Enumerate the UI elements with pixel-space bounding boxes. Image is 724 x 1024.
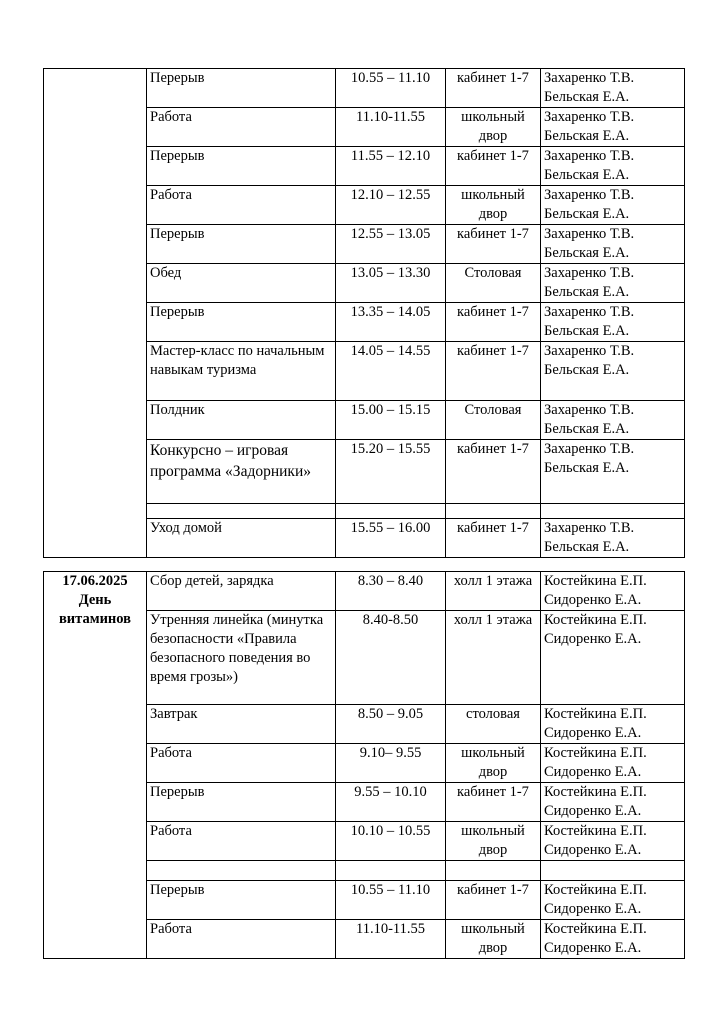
place-cell: столовая xyxy=(446,705,541,744)
place-cell: школьный двор xyxy=(446,822,541,861)
time-cell: 13.05 – 13.30 xyxy=(336,264,446,303)
staff-cell xyxy=(541,920,685,959)
day-title: День xyxy=(78,592,112,608)
staff-name: Бельская Е.А. xyxy=(544,128,630,144)
day-cell-empty xyxy=(44,69,147,558)
staff-name: Сидоренко Е.А. xyxy=(544,803,642,819)
place-cell: кабинет 1-7 xyxy=(446,881,541,920)
place-cell: кабинет 1-7 xyxy=(446,440,541,504)
staff-name: Захаренко Т.В. xyxy=(544,70,635,86)
staff-cell xyxy=(541,861,685,881)
activity-cell: Мастер-класс по начальным навыкам туризма xyxy=(147,342,336,401)
time-cell: 12.55 – 13.05 xyxy=(336,225,446,264)
activity-cell xyxy=(147,504,336,519)
time-cell: 10.55 – 11.10 xyxy=(336,881,446,920)
staff-name: Захаренко Т.В. xyxy=(544,343,635,359)
staff-cell xyxy=(541,705,685,744)
place-cell: школьный двор xyxy=(446,744,541,783)
staff-cell xyxy=(541,744,685,783)
staff-name: Костейкина Е.П. xyxy=(544,745,647,761)
time-cell: 11.10-11.55 xyxy=(336,920,446,959)
time-cell: 10.10 – 10.55 xyxy=(336,822,446,861)
place-cell: школьный двор xyxy=(446,186,541,225)
staff-cell xyxy=(541,572,685,611)
activity-cell: Завтрак xyxy=(147,705,336,744)
place-cell: кабинет 1-7 xyxy=(446,303,541,342)
activity-cell: Перерыв xyxy=(147,303,336,342)
activity-cell: Утренняя линейка (минутка безопасности «Правила безопасного поведения во время грозы») xyxy=(147,611,336,705)
day-date: 17.06.2025 xyxy=(62,573,128,589)
time-cell: 15.20 – 15.55 xyxy=(336,440,446,504)
schedule-table-continued xyxy=(43,68,685,558)
staff-cell xyxy=(541,147,685,186)
time-cell: 8.50 – 9.05 xyxy=(336,705,446,744)
staff-name: Костейкина Е.П. xyxy=(544,784,647,800)
place-cell: кабинет 1-7 xyxy=(446,69,541,108)
activity-cell: Работа xyxy=(147,920,336,959)
place-cell: Столовая xyxy=(446,401,541,440)
table-row xyxy=(44,572,685,611)
staff-name: Захаренко Т.В. xyxy=(544,187,635,203)
activity-cell: Полдник xyxy=(147,401,336,440)
staff-name: Бельская Е.А. xyxy=(544,245,630,261)
staff-name: Сидоренко Е.А. xyxy=(544,842,642,858)
staff-cell xyxy=(541,822,685,861)
staff-name: Сидоренко Е.А. xyxy=(544,725,642,741)
place-cell: кабинет 1-7 xyxy=(446,342,541,401)
staff-name: Бельская Е.А. xyxy=(544,539,630,555)
activity-cell: Обед xyxy=(147,264,336,303)
staff-name: Захаренко Т.В. xyxy=(544,265,635,281)
staff-name: Захаренко Т.В. xyxy=(544,109,635,125)
staff-name: Сидоренко Е.А. xyxy=(544,901,642,917)
day-cell xyxy=(44,572,147,959)
activity-cell: Уход домой xyxy=(147,519,336,558)
place-cell: кабинет 1-7 xyxy=(446,519,541,558)
staff-cell xyxy=(541,611,685,705)
staff-name: Костейкина Е.П. xyxy=(544,573,647,589)
time-cell: 15.55 – 16.00 xyxy=(336,519,446,558)
time-cell: 9.55 – 10.10 xyxy=(336,783,446,822)
staff-name: Бельская Е.А. xyxy=(544,206,630,222)
time-cell: 12.10 – 12.55 xyxy=(336,186,446,225)
place-cell xyxy=(446,504,541,519)
staff-cell xyxy=(541,264,685,303)
activity-cell xyxy=(147,861,336,881)
activity-cell: Работа xyxy=(147,108,336,147)
staff-cell xyxy=(541,108,685,147)
time-cell: 9.10– 9.55 xyxy=(336,744,446,783)
staff-name: Сидоренко Е.А. xyxy=(544,940,642,956)
staff-cell xyxy=(541,69,685,108)
time-cell: 11.10-11.55 xyxy=(336,108,446,147)
staff-cell xyxy=(541,342,685,401)
staff-name: Костейкина Е.П. xyxy=(544,921,647,937)
place-cell: кабинет 1-7 xyxy=(446,147,541,186)
activity-cell: Перерыв xyxy=(147,69,336,108)
activity-cell: Перерыв xyxy=(147,783,336,822)
staff-name: Бельская Е.А. xyxy=(544,284,630,300)
time-cell: 15.00 – 15.15 xyxy=(336,401,446,440)
staff-name: Костейкина Е.П. xyxy=(544,612,647,628)
activity-cell: Работа xyxy=(147,186,336,225)
staff-cell xyxy=(541,303,685,342)
place-cell xyxy=(446,861,541,881)
activity-cell: Перерыв xyxy=(147,881,336,920)
activity-cell: Работа xyxy=(147,822,336,861)
staff-cell xyxy=(541,186,685,225)
activity-cell: Перерыв xyxy=(147,225,336,264)
activity-cell: Перерыв xyxy=(147,147,336,186)
time-cell: 8.40-8.50 xyxy=(336,611,446,705)
staff-name: Захаренко Т.В. xyxy=(544,148,635,164)
place-cell: холл 1 этажа xyxy=(446,611,541,705)
staff-name: Захаренко Т.В. xyxy=(544,402,635,418)
staff-name: Костейкина Е.П. xyxy=(544,706,647,722)
day-title: витаминов xyxy=(58,611,132,627)
staff-cell xyxy=(541,881,685,920)
place-cell: кабинет 1-7 xyxy=(446,783,541,822)
time-cell xyxy=(336,861,446,881)
activity-cell: Конкурсно – игровая программа «Задорники» xyxy=(147,440,336,504)
staff-name: Захаренко Т.В. xyxy=(544,304,635,320)
activity-cell: Работа xyxy=(147,744,336,783)
time-cell: 11.55 – 12.10 xyxy=(336,147,446,186)
time-cell: 10.55 – 11.10 xyxy=(336,69,446,108)
time-cell: 14.05 – 14.55 xyxy=(336,342,446,401)
place-cell: кабинет 1-7 xyxy=(446,225,541,264)
staff-name: Костейкина Е.П. xyxy=(544,882,647,898)
time-cell: 13.35 – 14.05 xyxy=(336,303,446,342)
schedule-table-day xyxy=(43,571,685,959)
staff-cell xyxy=(541,519,685,558)
staff-cell xyxy=(541,783,685,822)
staff-cell xyxy=(541,401,685,440)
activity-cell: Сбор детей, зарядка xyxy=(147,572,336,611)
place-cell: школьный двор xyxy=(446,108,541,147)
staff-name: Костейкина Е.П. xyxy=(544,823,647,839)
staff-name: Захаренко Т.В. xyxy=(544,441,635,457)
staff-cell xyxy=(541,440,685,504)
place-cell: школьный двор xyxy=(446,920,541,959)
staff-name: Бельская Е.А. xyxy=(544,89,630,105)
place-cell: Столовая xyxy=(446,264,541,303)
staff-name: Сидоренко Е.А. xyxy=(544,631,642,647)
time-cell xyxy=(336,504,446,519)
staff-name: Бельская Е.А. xyxy=(544,362,630,378)
staff-name: Бельская Е.А. xyxy=(544,421,630,437)
time-cell: 8.30 – 8.40 xyxy=(336,572,446,611)
staff-name: Сидоренко Е.А. xyxy=(544,592,642,608)
table-row xyxy=(44,69,685,108)
place-cell: холл 1 этажа xyxy=(446,572,541,611)
staff-cell xyxy=(541,504,685,519)
staff-name: Сидоренко Е.А. xyxy=(544,764,642,780)
staff-name: Захаренко Т.В. xyxy=(544,520,635,536)
staff-name: Бельская Е.А. xyxy=(544,323,630,339)
staff-name: Бельская Е.А. xyxy=(544,167,630,183)
staff-name: Бельская Е.А. xyxy=(544,460,630,476)
staff-cell xyxy=(541,225,685,264)
staff-name: Захаренко Т.В. xyxy=(544,226,635,242)
